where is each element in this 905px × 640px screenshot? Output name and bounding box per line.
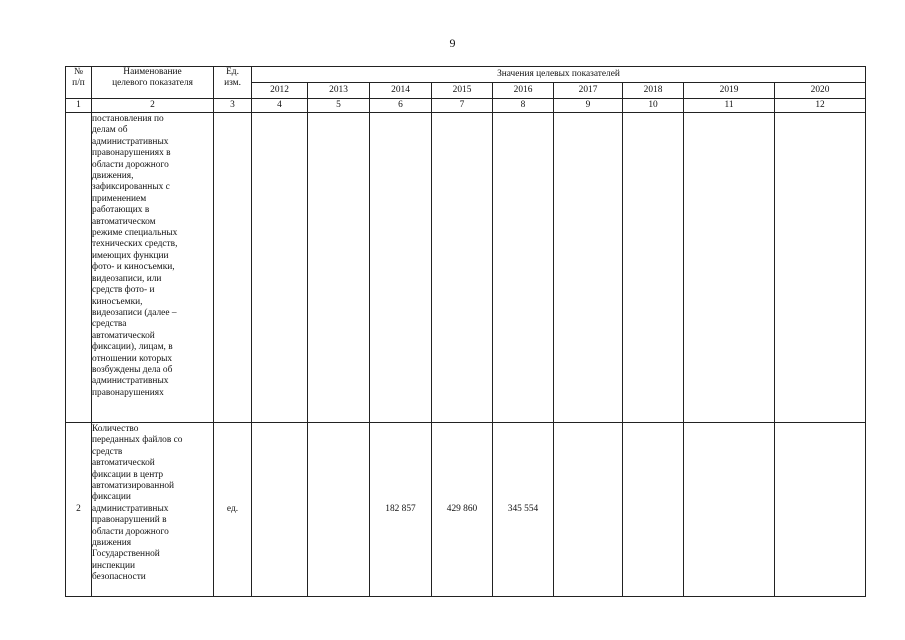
value-cell-2014 (370, 113, 432, 423)
value-cell-2013 (308, 113, 370, 423)
value-cell-2012 (252, 423, 308, 597)
value-cell-2016 (493, 113, 554, 423)
unit-cell: ед. (214, 423, 252, 597)
unit-cell (214, 113, 252, 423)
column-number-2: 3 (214, 99, 252, 113)
value-cell-2015 (432, 113, 493, 423)
header-col-number-label: № п/п (72, 67, 85, 89)
table-row (66, 423, 866, 597)
value-cell-2020 (775, 113, 866, 423)
row-number-cell: 2 (66, 423, 92, 597)
page-number: 9 (449, 36, 456, 50)
column-number-10: 11 (684, 99, 775, 113)
header-col-name (92, 67, 214, 99)
value-cell-2016: 345 554 (493, 423, 554, 597)
table-row (66, 113, 866, 423)
column-number-8: 9 (554, 99, 623, 113)
header-year-7: 2019 (684, 83, 775, 99)
value-cell-2015: 429 860 (432, 423, 493, 597)
column-number-1: 2 (92, 99, 214, 113)
column-number-0: 1 (66, 99, 92, 113)
value-cell-2019 (684, 113, 775, 423)
column-number-7: 8 (493, 99, 554, 113)
value-cell-2014: 182 857 (370, 423, 432, 597)
header-col-number (66, 67, 92, 99)
column-number-4: 5 (308, 99, 370, 113)
target-indicators-table (65, 66, 866, 597)
value-cell-2018 (623, 113, 684, 423)
header-col-unit (214, 67, 252, 99)
column-number-9: 10 (623, 99, 684, 113)
value-cell-2018 (623, 423, 684, 597)
column-number-3: 4 (252, 99, 308, 113)
header-year-6: 2018 (623, 83, 684, 99)
header-year-2: 2014 (370, 83, 432, 99)
indicator-name-cell (92, 113, 214, 423)
value-cell-2019 (684, 423, 775, 597)
column-number-5: 6 (370, 99, 432, 113)
header-year-0: 2012 (252, 83, 308, 99)
value-cell-2020 (775, 423, 866, 597)
header-year-1: 2013 (308, 83, 370, 99)
header-group-values: Значения целевых показателей (252, 67, 866, 83)
header-year-8: 2020 (775, 83, 866, 99)
indicator-name-cell (92, 423, 214, 597)
header-col-unit-label: Ед. изм. (224, 67, 241, 89)
header-year-4: 2016 (493, 83, 554, 99)
column-number-11: 12 (775, 99, 866, 113)
indicator-name-text: постановления по делам об административных правонарушениях в области дорожного движения, зафиксированных с применением работающих в автоматическом режиме специальных технических средств, имеющих функции фото- и киносъемки, видеозаписи, или средств фото- и киносъемки, видеозаписи (далее – средства автоматической фиксации), лицам, в отношении которых возбуждены дела об административных правонарушениях (92, 114, 178, 398)
header-year-3: 2015 (432, 83, 493, 99)
value-cell-2017 (554, 423, 623, 597)
indicator-name-text: Количество переданных файлов со средств автоматической фиксации в центр автоматизированной фиксации административных правонарушений в области дорожного движения Государственной инспекции безопасности (92, 424, 183, 583)
column-number-6: 7 (432, 99, 493, 113)
header-col-name-label: Наименование целевого показателя (112, 67, 193, 89)
header-year-5: 2017 (554, 83, 623, 99)
value-cell-2017 (554, 113, 623, 423)
value-cell-2013 (308, 423, 370, 597)
value-cell-2012 (252, 113, 308, 423)
